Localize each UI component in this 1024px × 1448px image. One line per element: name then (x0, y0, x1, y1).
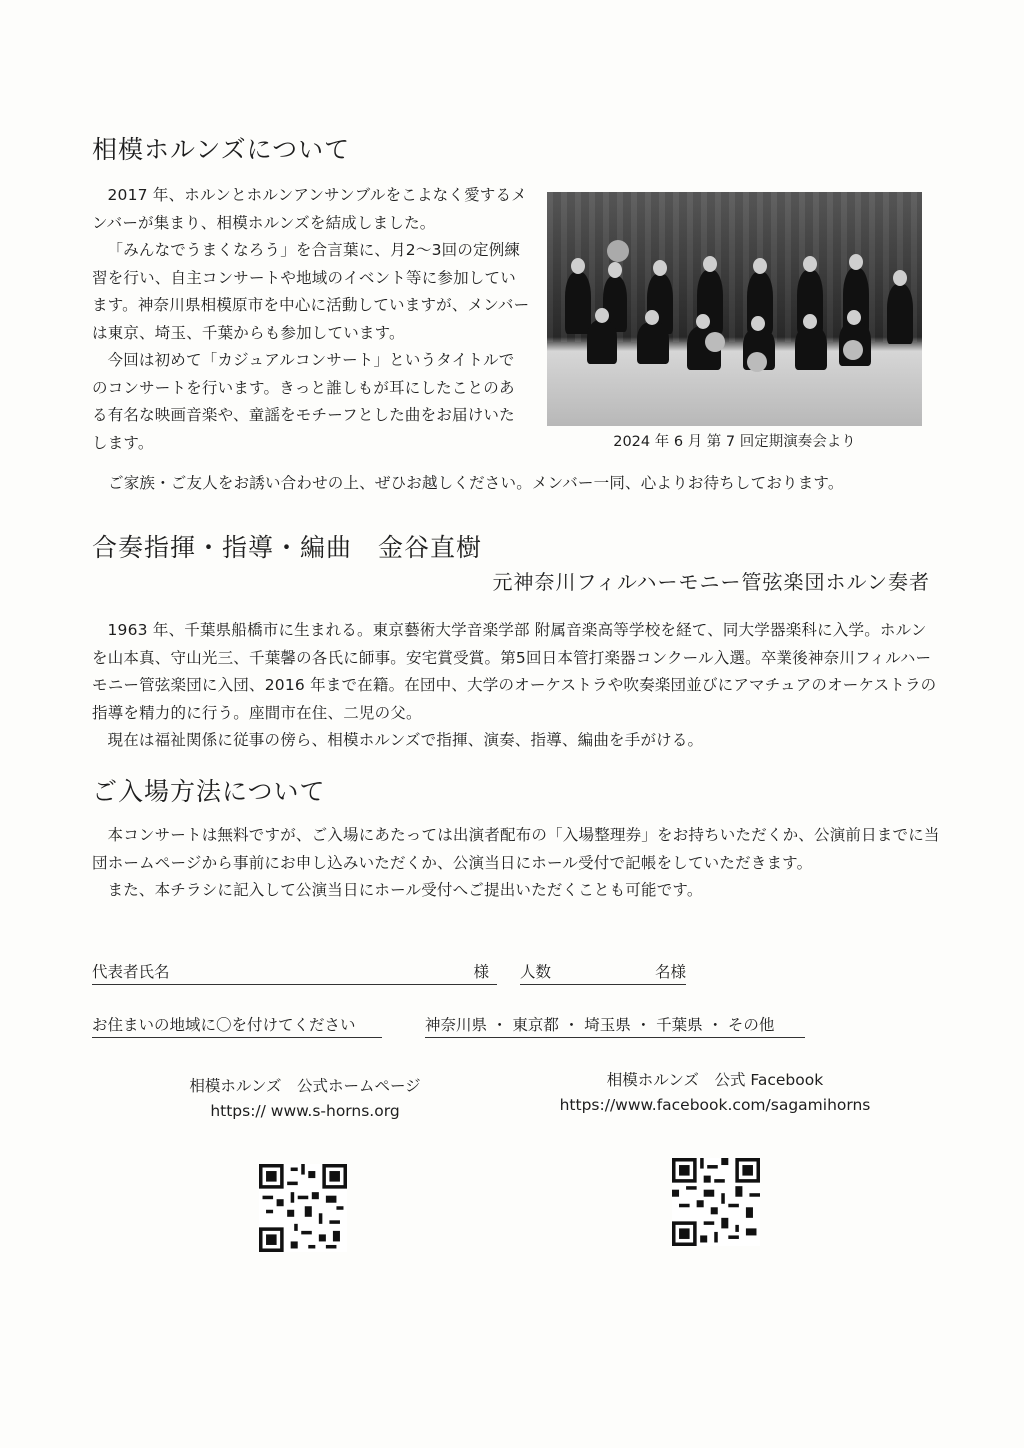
facebook-url[interactable]: https://www.facebook.com/sagamihorns (559, 1096, 871, 1114)
concert-photo (547, 192, 922, 426)
conductor-paragraph-2: 現在は福祉関係に従事の傍ら、相模ホルンズで指揮、演奏、指導、編曲を手がける。 (107, 731, 704, 749)
conductor-heading: 合奏指揮・指導・編曲 金谷直樹 (92, 533, 483, 562)
about-heading: 相模ホルンズについて (92, 135, 351, 164)
homepage-title: 相模ホルンズ 公式ホームページ (189, 1077, 421, 1095)
homepage-url[interactable]: https:// www.s-horns.org (210, 1102, 400, 1120)
region-label: お住まいの地域に〇を付けてください (92, 1013, 382, 1038)
admission-body (92, 822, 940, 905)
facebook-title: 相模ホルンズ 公式 Facebook (606, 1071, 824, 1089)
admission-paragraph-1: 本コンサートは無料ですが、ご入場にあたっては出演者配布の「入場整理券」をお持ちいただくか、公演前日までに当団ホームページから事前にお申し込みいただくか、公演当日にホール受付で記帳をしていただきます。 (92, 826, 940, 872)
conductor-subtitle: 元神奈川フィルハーモニー管弦楽団ホルン奏者 (492, 570, 930, 594)
about-paragraph-2: 「みんなでうまくなろう」を合言葉に、月2～3回の定例練習を行い、自主コンサートや地域のイベント等に参加しています。神奈川県相模原市を中心に活動していますが、メンバーは東京、埼玉、千葉からも参加しています。 (92, 241, 530, 342)
conductor-paragraph-1: 1963 年、千葉県船橋市に生まれる。東京藝術大学音楽学部 附属音楽高等学校を経て、同大学器楽科に入学。ホルンを山本真、守山光三、千葉馨の各氏に師事。安宅賞受賞。第5回日本管打楽器コンクール入選。卒業後神奈川フィルハーモニー管弦楽団に入団、2016 年まで在籍。在団中、大学のオーケストラや吹奏楽団並びにアマチュアのオーケストラの指導を精力的に行う。座間市在住、二児の父。 (92, 621, 937, 722)
region-options[interactable]: 神奈川県 ・ 東京都 ・ 埼玉県 ・ 千葉県 ・ その他 (425, 1013, 805, 1038)
name-field[interactable] (92, 960, 497, 985)
count-suffix: 名様 (654, 963, 686, 981)
homepage-qr-code-icon[interactable] (259, 1164, 347, 1252)
about-closing: ご家族・ご友人をお誘い合わせの上、ぜひお越しください。メンバー一同、心よりお待ちしております。 (108, 474, 844, 492)
name-suffix: 様 (473, 963, 489, 981)
name-label: 代表者氏名 (92, 963, 170, 981)
admission-paragraph-2: また、本チラシに記入して公演当日にホール受付へご提出いただくことも可能です。 (107, 881, 703, 899)
about-paragraph-3: 今回は初めて「カジュアルコンサート」というタイトルでのコンサートを行います。きっと誰しもが耳にしたことのある有名な映画音楽や、童謡をモチーフとした曲をお届けいたします。 (92, 351, 515, 452)
conductor-body (92, 617, 940, 755)
count-label: 人数 (520, 963, 552, 981)
attendee-count-field[interactable] (520, 960, 686, 985)
about-paragraph-1: 2017 年、ホルンとホルンアンサンブルをこよなく愛するメンバーが集まり、相模ホルンズを結成しました。 (92, 186, 527, 232)
about-body (92, 182, 530, 457)
facebook-qr-code-icon[interactable] (672, 1158, 760, 1246)
homepage-block (160, 1074, 450, 1124)
admission-heading: ご入場方法について (92, 777, 326, 806)
facebook-block (530, 1068, 900, 1118)
photo-caption: 2024 年 6 月 第 7 回定期演奏会より (613, 434, 856, 450)
